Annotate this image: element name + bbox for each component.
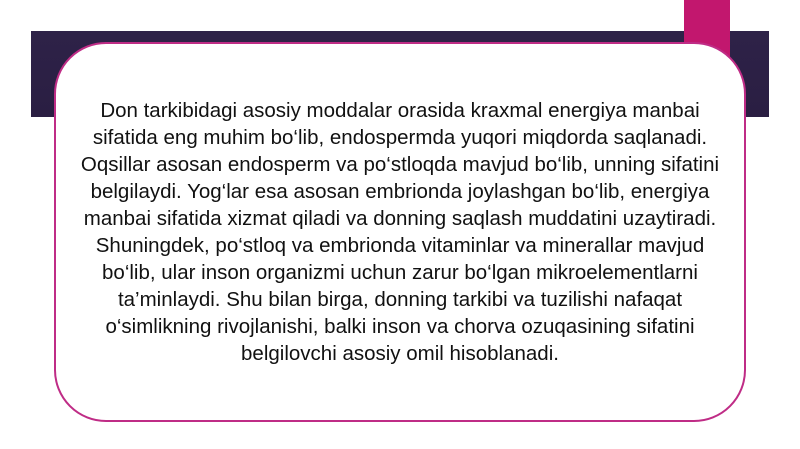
body-text: Don tarkibidagi asosiy moddalar orasida kraxmal energiya manbai sifatida eng muhim bo‘lib, endospermda yuqori miqdorda saqlanadi. Oqsillar asosan endosperm va po‘stloqda mavjud bo‘lib, unning sifatini belgilaydi. Yog‘lar esa asosan embrionda joylashgan bo‘lib, energiya manbai sifatida xizmat qiladi va donning saqlash muddatini uzaytiradi. Shuningdek, po‘stloq va embrionda vitaminlar va minerallar mavjud bo‘lib, ular inson organizmi uchun zarur bo‘lgan mikroelementlarni ta’minlaydi. Shu bilan birga, donning tarkibi va tuzilishi nafaqat o‘simlikning rivojlanishi, balki inson va chorva ozuqasining sifatini belgilovchi asosiy omil hisoblanadi. (80, 99, 720, 365)
text-card (54, 42, 746, 422)
